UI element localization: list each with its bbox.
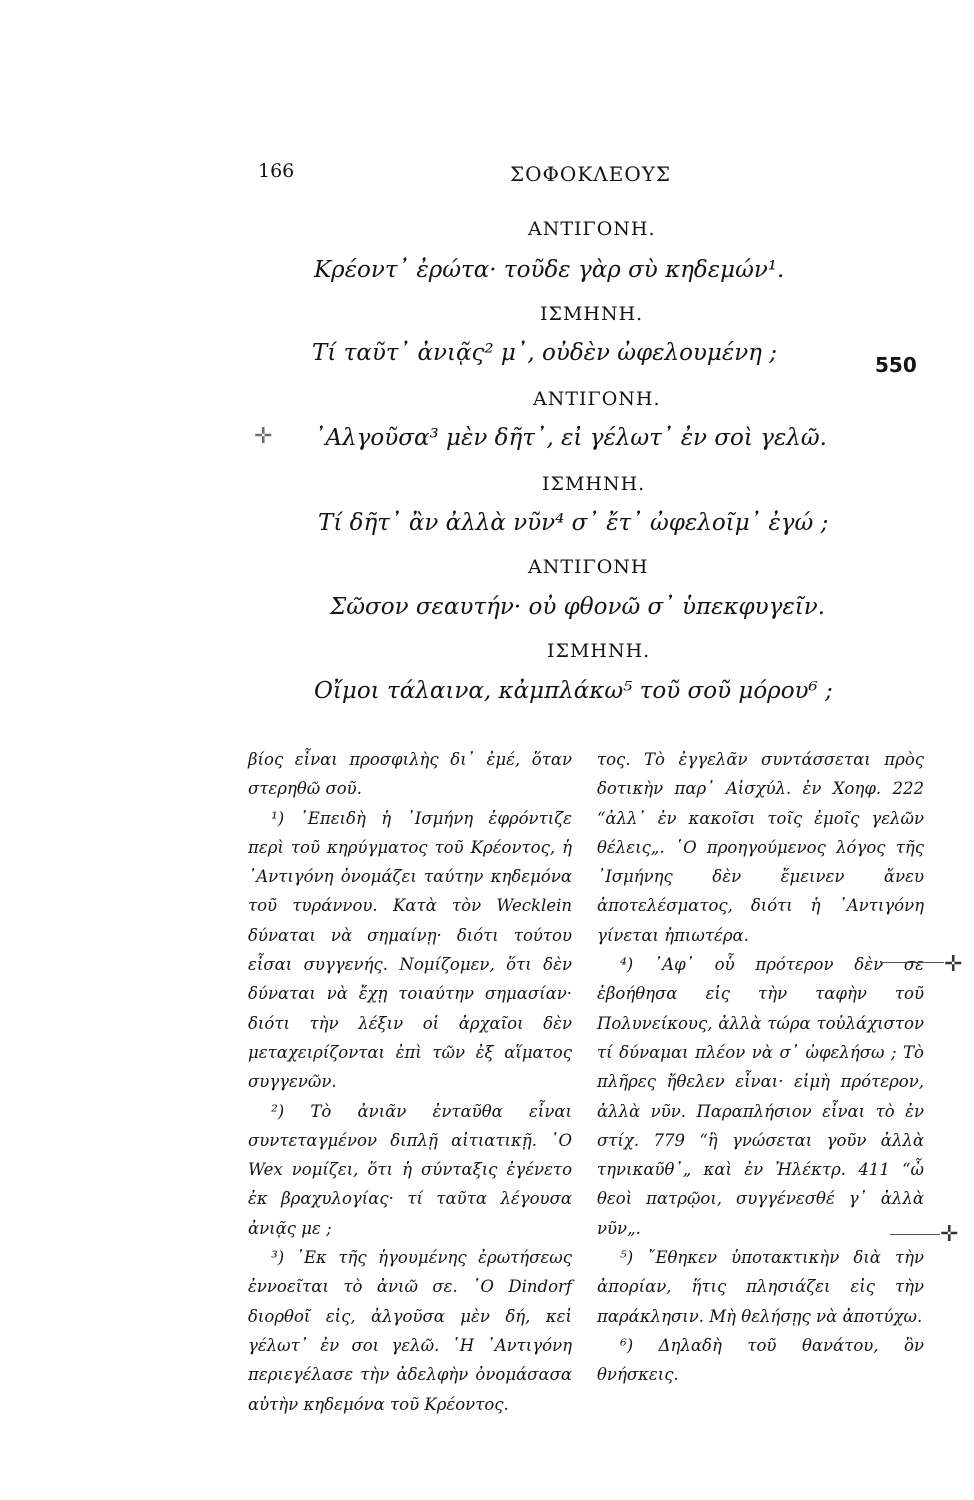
footnote-paragraph: ²) Τὸ ἀνιᾶν ἐνταῦθα εἶναι συντεταγμένον διπλῇ αἰτιατικῇ. ῾Ο Wex νομίζει, ὅτι ἡ σύνταξις ἐγένετο ἐκ βραχυλογίας· τί ταῦτα λέγουσα ἀνιᾷς με ; — [248, 1101, 572, 1238]
speaker-label: ΙΣΜΗΝΗ. — [542, 473, 646, 495]
speaker-label: ΑΝΤΙΓΟΝΗ — [528, 556, 649, 578]
footnote-paragraph: ⁴) ᾽Αφ᾽ οὗ πρότερον δὲν σε ἐβοήθησα εἰς τὴν ταφὴν τοῦ Πολυνείκους, ἀλλὰ τώρα τοὐλάχιστον τί δύναμαι πλέον νὰ σ᾽ ὠφελήσω ; Τὸ πλῆρες ἤθελεν εἶναι· εἰμὴ πρότερον, ἀλλὰ νῦν. Παραπλήσιον εἶναι τὸ ἐν στίχ. 779 “ἢ γνώσεται γοῦν ἀλλὰ τηνικαῦθ᾽„ καὶ ἐν Ἠλέκτρ. 411 “ὦ θεοὶ πατρῷοι, συγγένεσθέ γ᾽ ἀλλὰ νῦν„. — [597, 955, 924, 1238]
verse-line: Τί ταῦτ᾽ ἀνιᾷς² μ᾽, οὐδὲν ὠφελουμένη ; — [312, 340, 778, 366]
speaker-label: ΙΣΜΗΝΗ. — [540, 303, 644, 325]
footnote-paragraph: ¹) ᾽Επειδὴ ἡ ᾽Ισμήνη ἐφρόντιζε περὶ τοῦ κηρύγματος τοῦ Κρέοντος, ἡ ᾽Αντιγόνη ὀνομάζει ταύτην κηδεμόνα τοῦ τυράννου. Κατὰ τὸν Wecklein δύναται νὰ σημαίνῃ· διότι τούτου εἶσαι συγγενής. Νομίζομεν, ὅτι δὲν δύναται νὰ ἔχῃ τοιαύτην σημασίαν· διότι τὴν λέξιν οἱ ἀρχαῖοι δὲν μεταχειρίζονται ἐπὶ τῶν ἐξ αἵματος συγγενῶν. — [248, 808, 572, 1092]
footnotes-right-column — [597, 745, 924, 1390]
verse-line: Τί δῆτ᾽ ἂν ἀλλὰ νῦν⁴ σ᾽ ἔτ᾽ ὠφελοῖμ᾽ ἐγώ ; — [318, 510, 829, 536]
footnotes-left-column — [248, 745, 572, 1419]
speaker-label: ΑΝΤΙΓΟΝΗ. — [528, 218, 656, 240]
verse-line: Σῶσον σεαυτήν· οὐ φθονῶ σ᾽ ὑπεκφυγεῖν. — [330, 594, 826, 620]
footnote-paragraph: ⁵) ῎Εθηκεν ὑποτακτικὴν διὰ τὴν ἀπορίαν, ἥτις πλησιάζει εἰς τὴν παράκλησιν. Μὴ θελήσῃς νὰ ἀποτύχω. — [597, 1248, 924, 1326]
verse-line: Κρέοντ᾽ ἐρώτα· τοῦδε γὰρ σὺ κηδεμών¹. — [314, 257, 785, 283]
verse-line: Οἴμοι τάλαινα, κἀμπλάκω⁵ τοῦ σοῦ μόρου⁶ ; — [314, 678, 833, 704]
margin-line — [880, 962, 944, 963]
page-number: 166 — [258, 160, 295, 182]
pencil-cross-icon: ✛ — [944, 952, 963, 977]
margin-line — [890, 1234, 940, 1235]
footnote-paragraph: βίος εἶναι προσφιλὴς δι᾽ ἐμέ, ὅταν στερηθῶ σοῦ. — [248, 750, 572, 799]
running-title: ΣΟΦΟΚΛΕΟΥΣ — [510, 162, 672, 186]
pencil-cross-icon: ✛ — [940, 1222, 959, 1247]
speaker-label: ΙΣΜΗΝΗ. — [547, 640, 651, 662]
footnote-paragraph: τος. Τὸ ἐγγελᾶν συντάσσεται πρὸς δοτικὴν παρ᾽ Αἰσχύλ. ἐν Χοηφ. 222 “ἀλλ᾽ ἐν κακοῖσι τοῖς ἐμοῖς γελῶν θέλεις„. ῾Ο προηγούμενος λόγος τῆς ᾽Ισμήνης δὲν ἔμεινεν ἄνευ ἀποτελέσματος, διότι ἡ ᾽Αντιγόνη γίνεται ἠπιωτέρα. — [597, 750, 924, 945]
speaker-label: ΑΝΤΙΓΟΝΗ. — [533, 388, 661, 410]
pencil-cross-icon: ✛ — [254, 424, 273, 449]
line-number: 550 — [875, 353, 917, 377]
footnote-paragraph: ³) ᾽Εκ τῆς ἡγουμένης ἐρωτήσεως ἐννοεῖται τὸ ἀνιῶ σε. ῾Ο Dindorf διορθοῖ εἰς, ἀλγοῦσα μὲν δή, κεἰ γέλωτ᾽ ἐν σοι γελῶ. ῾Η ᾽Αντιγόνη περιεγέλασε τὴν ἀδελφὴν ὀνομάσασα αὐτὴν κηδεμόνα τοῦ Κρέοντος. — [248, 1248, 572, 1414]
verse-line: ᾽Αλγοῦσα³ μὲν δῆτ᾽, εἰ γέλωτ᾽ ἐν σοὶ γελῶ. — [314, 425, 827, 451]
footnote-paragraph: ⁶) Δηλαδὴ τοῦ θανάτου, ὃν θνήσκεις. — [597, 1335, 924, 1385]
